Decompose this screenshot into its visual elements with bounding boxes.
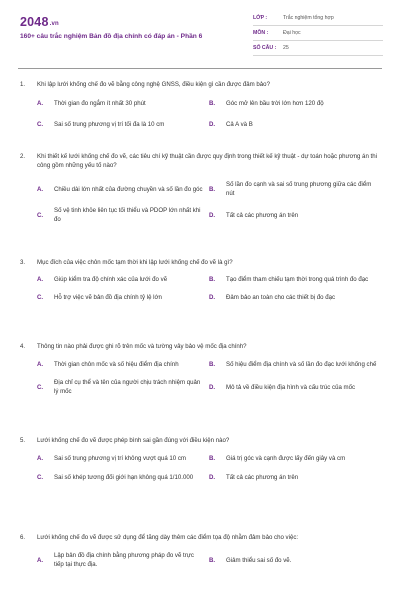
question-number: 3. bbox=[20, 259, 26, 266]
question-3 bbox=[20, 258, 382, 302]
option-letter: D. bbox=[209, 211, 216, 219]
option-text: Thời gian chôn mốc và số hiệu điểm địa chính bbox=[54, 361, 179, 368]
meta-label: SỐ CÂU : bbox=[253, 45, 277, 51]
meta-value: Trắc nghiệm tổng hợp bbox=[283, 15, 334, 21]
option-text: Sai số trung phương vị trí không vượt quá 10 cm bbox=[54, 455, 186, 462]
answer-option-a[interactable] bbox=[37, 99, 209, 108]
option-text: Cả A và B bbox=[226, 121, 253, 128]
question-text: Mục đích của việc chôn mốc tạm thời khi lập lưới khống chế đo vẽ là gì? bbox=[37, 259, 233, 266]
option-letter: D. bbox=[209, 294, 216, 301]
option-text: Số lần đo cạnh và sai số trung phương giữa các điểm nút bbox=[226, 181, 372, 197]
meta-row-subject bbox=[253, 26, 383, 41]
question-number: 2. bbox=[20, 153, 26, 160]
question-text: Lưới khống chế đo vẽ được phép bình sai gần đúng với điều kiện nào? bbox=[37, 437, 230, 444]
option-text: Giúp kiểm tra độ chính xác của lưới đo vẽ bbox=[54, 276, 168, 283]
option-letter: B. bbox=[209, 556, 216, 564]
site-logo[interactable] bbox=[20, 15, 59, 29]
option-letter: D. bbox=[209, 121, 216, 128]
option-text: Lập bản đồ địa chính bằng phương pháp đo vẽ trực tiếp tại thực địa. bbox=[54, 552, 194, 568]
answer-option-a[interactable] bbox=[37, 551, 209, 569]
option-text: Số vệ tinh khỏe liên tục tối thiểu và PDOP lớn nhất khi đo bbox=[54, 207, 201, 223]
answer-option-a[interactable] bbox=[37, 360, 209, 369]
answer-option-b[interactable] bbox=[209, 99, 381, 108]
question-number: 6. bbox=[20, 534, 26, 541]
question-4 bbox=[20, 342, 382, 396]
option-text: Sai số khép tương đối giới hạn không quá 1/10.000 bbox=[54, 474, 194, 481]
option-letter: A. bbox=[37, 276, 44, 283]
question-1 bbox=[20, 80, 382, 129]
option-text: Số hiệu điểm địa chính và số lần đo đạc lưới khống chế bbox=[226, 361, 377, 368]
answer-option-c[interactable] bbox=[37, 120, 209, 129]
option-letter: C. bbox=[37, 294, 44, 301]
meta-value: 25 bbox=[283, 45, 289, 51]
option-letter: A. bbox=[37, 100, 44, 107]
option-text: Tất cả các phương án trên bbox=[226, 474, 299, 481]
meta-label: LỚP : bbox=[253, 15, 268, 21]
answer-option-c[interactable] bbox=[37, 206, 209, 224]
answer-option-d[interactable] bbox=[209, 293, 381, 302]
option-text: Giá trị góc và cạnh được lấy đến giây và cm bbox=[226, 455, 346, 462]
option-letter: A. bbox=[37, 185, 44, 193]
option-letter: D. bbox=[209, 383, 216, 391]
option-letter: B. bbox=[209, 361, 216, 368]
question-2 bbox=[20, 152, 382, 224]
option-letter: B. bbox=[209, 276, 216, 283]
meta-table bbox=[253, 11, 383, 56]
question-text: Khi lập lưới khống chế đo vẽ bằng công nghệ GNSS, điều kiện gì cần được đảm bảo? bbox=[37, 81, 270, 88]
option-letter: C. bbox=[37, 211, 44, 219]
answer-option-d[interactable] bbox=[209, 206, 381, 224]
option-letter: A. bbox=[37, 361, 44, 368]
question-6 bbox=[20, 533, 382, 569]
answer-option-c[interactable] bbox=[37, 473, 209, 482]
document-title: 160+ câu trắc nghiệm Bản đồ địa chính có đáp án - Phần 6 bbox=[20, 33, 203, 40]
option-letter: A. bbox=[37, 455, 44, 462]
option-letter: C. bbox=[37, 474, 44, 481]
logo-main: 2048 bbox=[20, 15, 49, 29]
option-text: Thời gian đo ngắm ít nhất 30 phút bbox=[54, 100, 146, 107]
header-divider bbox=[18, 68, 382, 69]
question-text: Khi thiết kế lưới khống chế đo vẽ, các tiêu chí kỹ thuật cần được quy định trong thiết kế kỹ thuật - dự toán hoặc phương án thi công gồm những yếu tố nào? bbox=[37, 153, 377, 169]
option-letter: A. bbox=[37, 556, 44, 564]
answer-option-b[interactable] bbox=[209, 360, 381, 369]
option-text: Đảm bảo an toàn cho các thiết bị đo đạc bbox=[226, 294, 336, 301]
meta-value: Đại học bbox=[283, 30, 301, 36]
answer-option-d[interactable] bbox=[209, 378, 381, 396]
answer-option-d[interactable] bbox=[209, 473, 381, 482]
option-letter: C. bbox=[37, 383, 44, 391]
meta-row-class bbox=[253, 11, 383, 26]
option-letter: B. bbox=[209, 100, 216, 107]
option-letter: B. bbox=[209, 455, 216, 462]
answer-option-b[interactable] bbox=[209, 454, 381, 463]
question-number: 4. bbox=[20, 343, 26, 350]
answer-option-a[interactable] bbox=[37, 180, 209, 198]
option-letter: D. bbox=[209, 474, 216, 481]
question-text: Lưới khống chế đo vẽ được sử dụng để tăng dày thêm các điểm tọa độ nhằm đảm bảo cho việc: bbox=[37, 534, 299, 541]
question-5 bbox=[20, 436, 382, 482]
answer-option-a[interactable] bbox=[37, 454, 209, 463]
option-text: Tạo điểm tham chiếu tạm thời trong quá trình đo đạc bbox=[226, 276, 369, 283]
answer-option-b[interactable] bbox=[209, 551, 381, 569]
answer-option-c[interactable] bbox=[37, 378, 209, 396]
answer-option-c[interactable] bbox=[37, 293, 209, 302]
question-number: 5. bbox=[20, 437, 26, 444]
option-text: Tất cả các phương án trên bbox=[226, 211, 299, 219]
option-letter: B. bbox=[209, 185, 216, 193]
answer-option-a[interactable] bbox=[37, 275, 209, 284]
logo-suffix: .vn bbox=[49, 21, 59, 27]
option-text: Góc mở lên bầu trời lớn hơn 120 độ bbox=[226, 100, 324, 107]
question-number: 1. bbox=[20, 81, 26, 88]
answer-option-b[interactable] bbox=[209, 275, 381, 284]
meta-label: MÔN : bbox=[253, 30, 269, 36]
answer-option-d[interactable] bbox=[209, 120, 381, 129]
meta-row-count bbox=[253, 41, 383, 56]
option-letter: C. bbox=[37, 121, 44, 128]
option-text: Địa chỉ cụ thể và tên của người chịu trách nhiệm quản lý mốc bbox=[54, 379, 201, 395]
question-text: Thông tin nào phải được ghi rõ trên mốc và tường vây bảo vệ mốc địa chính? bbox=[37, 343, 247, 350]
option-text: Chiều dài lớn nhất của đường chuyền và số lần đo góc bbox=[54, 185, 203, 193]
document-header bbox=[0, 0, 400, 66]
option-text: Sai số trung phương vị trí tối đa là 10 cm bbox=[54, 121, 165, 128]
option-text: Hỗ trợ việc vẽ bản đồ địa chính tỷ lệ lớn bbox=[54, 294, 162, 301]
option-text: Mô tả về điều kiện địa hình và cấu trúc của mốc bbox=[226, 383, 356, 391]
option-text: Giảm thiểu sai số đo vẽ. bbox=[226, 556, 292, 564]
answer-option-b[interactable] bbox=[209, 180, 381, 198]
